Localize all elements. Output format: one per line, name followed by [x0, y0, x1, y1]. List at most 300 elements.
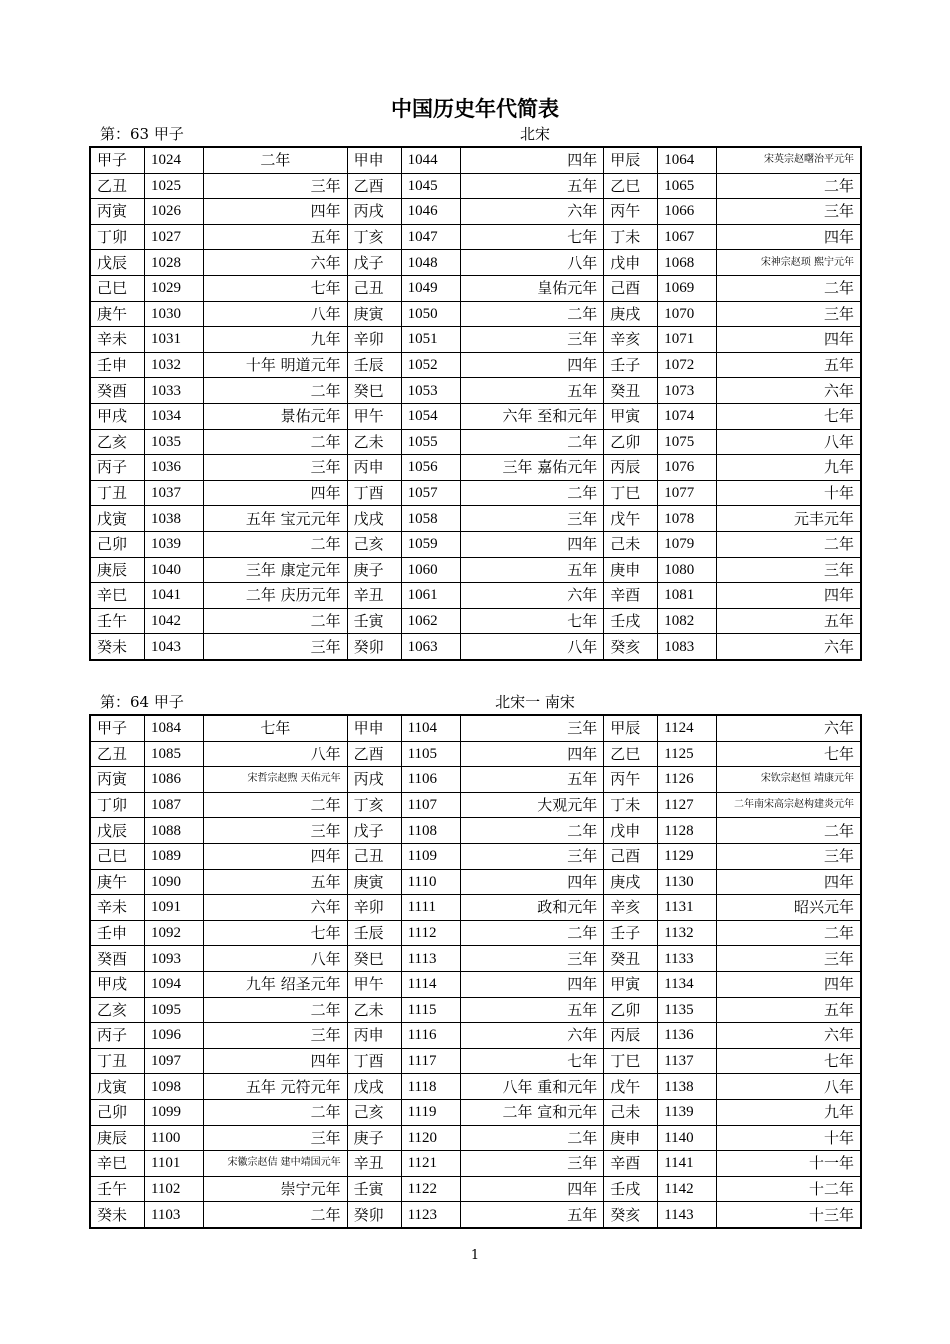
year-cell: 1138: [658, 1074, 717, 1100]
era-cell: 二年: [460, 1125, 604, 1151]
ganzhi-cell: 丁亥: [347, 224, 401, 250]
era-cell: 三年: [717, 199, 861, 225]
table-row: [90, 455, 861, 481]
era-cell: 三年: [204, 818, 348, 844]
year-cell: 1089: [144, 843, 203, 869]
ganzhi-cell: 庚寅: [347, 301, 401, 327]
year-cell: 1026: [144, 199, 203, 225]
year-cell: 1044: [401, 147, 460, 173]
ganzhi-cell: 癸巳: [347, 378, 401, 404]
year-cell: 1110: [401, 869, 460, 895]
year-cell: 1136: [658, 1023, 717, 1049]
year-cell: 1102: [144, 1176, 203, 1202]
ganzhi-cell: 癸未: [90, 634, 144, 660]
era-cell: 二年: [717, 173, 861, 199]
year-cell: 1088: [144, 818, 203, 844]
era-cell: 六年: [717, 378, 861, 404]
ganzhi-cell: 戊申: [604, 818, 658, 844]
year-cell: 1045: [401, 173, 460, 199]
era-cell: 五年: [460, 557, 604, 583]
era-cell: 三年 嘉佑元年: [460, 455, 604, 481]
ganzhi-cell: 辛巳: [90, 1151, 144, 1177]
ganzhi-cell: 癸丑: [604, 378, 658, 404]
ganzhi-cell: 壬子: [604, 352, 658, 378]
table-row: [90, 997, 861, 1023]
ganzhi-cell: 壬午: [90, 1176, 144, 1202]
ganzhi-cell: 甲寅: [604, 403, 658, 429]
ganzhi-cell: 己未: [604, 531, 658, 557]
era-cell: 十年 明道元年: [204, 352, 348, 378]
ganzhi-cell: 己酉: [604, 843, 658, 869]
ganzhi-cell: 庚子: [347, 1125, 401, 1151]
ganzhi-cell: 乙丑: [90, 173, 144, 199]
ganzhi-cell: 甲寅: [604, 971, 658, 997]
ganzhi-cell: 己亥: [347, 531, 401, 557]
year-cell: 1141: [658, 1151, 717, 1177]
year-cell: 1109: [401, 843, 460, 869]
era-cell: 五年: [717, 997, 861, 1023]
year-cell: 1122: [401, 1176, 460, 1202]
year-cell: 1105: [401, 741, 460, 767]
era-cell: 二年: [460, 920, 604, 946]
table-row: [90, 895, 861, 921]
year-cell: 1131: [658, 895, 717, 921]
era-cell: 九年: [204, 327, 348, 353]
era-cell: 四年: [717, 224, 861, 250]
era-cell: 宋徽宗赵佶 建中靖国元年: [204, 1151, 348, 1177]
ganzhi-cell: 丁丑: [90, 480, 144, 506]
year-cell: 1104: [401, 715, 460, 741]
table-row: [90, 741, 861, 767]
ganzhi-cell: 丁巳: [604, 1048, 658, 1074]
era-cell: 七年: [204, 715, 348, 741]
year-cell: 1090: [144, 869, 203, 895]
year-cell: 1050: [401, 301, 460, 327]
era-cell: 八年: [204, 741, 348, 767]
ganzhi-cell: 壬申: [90, 920, 144, 946]
ganzhi-cell: 己亥: [347, 1099, 401, 1125]
era-cell: 二年: [204, 429, 348, 455]
year-cell: 1062: [401, 608, 460, 634]
era-cell: 七年: [460, 1048, 604, 1074]
era-cell: 三年: [204, 1023, 348, 1049]
ganzhi-cell: 丙辰: [604, 455, 658, 481]
era-cell: 四年: [204, 199, 348, 225]
era-cell: 三年: [717, 557, 861, 583]
year-cell: 1142: [658, 1176, 717, 1202]
ganzhi-cell: 丙戌: [347, 199, 401, 225]
year-cell: 1074: [658, 403, 717, 429]
year-cell: 1129: [658, 843, 717, 869]
era-cell: 皇佑元年: [460, 275, 604, 301]
table-row: [90, 818, 861, 844]
ganzhi-cell: 甲子: [90, 715, 144, 741]
ganzhi-cell: 甲申: [347, 715, 401, 741]
ganzhi-cell: 壬午: [90, 608, 144, 634]
year-cell: 1081: [658, 583, 717, 609]
ganzhi-cell: 癸丑: [604, 946, 658, 972]
era-cell: 五年: [460, 378, 604, 404]
table-row: [90, 608, 861, 634]
era-cell: 二年: [204, 792, 348, 818]
ganzhi-cell: 庚寅: [347, 869, 401, 895]
year-cell: 1071: [658, 327, 717, 353]
era-cell: 二年: [204, 1099, 348, 1125]
era-cell: 四年: [460, 971, 604, 997]
table-row: [90, 301, 861, 327]
year-cell: 1048: [401, 250, 460, 276]
era-cell: 九年: [717, 455, 861, 481]
year-cell: 1078: [658, 506, 717, 532]
ganzhi-cell: 己巳: [90, 843, 144, 869]
year-cell: 1134: [658, 971, 717, 997]
year-cell: 1097: [144, 1048, 203, 1074]
era-cell: 政和元年: [460, 895, 604, 921]
year-cell: 1072: [658, 352, 717, 378]
year-cell: 1103: [144, 1202, 203, 1228]
year-cell: 1046: [401, 199, 460, 225]
ganzhi-cell: 戊午: [604, 1074, 658, 1100]
ganzhi-cell: 乙酉: [347, 741, 401, 767]
year-cell: 1116: [401, 1023, 460, 1049]
era-cell: 六年: [204, 250, 348, 276]
table-row: [90, 715, 861, 741]
era-cell: 三年: [460, 1151, 604, 1177]
ganzhi-cell: 庚子: [347, 557, 401, 583]
era-cell: 三年: [460, 946, 604, 972]
table-row: [90, 1023, 861, 1049]
era-cell: 四年: [717, 971, 861, 997]
table-row: [90, 1151, 861, 1177]
ganzhi-cell: 甲戌: [90, 971, 144, 997]
era-cell: 五年: [460, 1202, 604, 1228]
ganzhi-cell: 乙未: [347, 429, 401, 455]
ganzhi-cell: 乙巳: [604, 741, 658, 767]
year-cell: 1130: [658, 869, 717, 895]
year-cell: 1038: [144, 506, 203, 532]
year-cell: 1135: [658, 997, 717, 1023]
year-cell: 1077: [658, 480, 717, 506]
year-cell: 1066: [658, 199, 717, 225]
ganzhi-cell: 乙酉: [347, 173, 401, 199]
ganzhi-cell: 乙亥: [90, 429, 144, 455]
era-cell: 七年: [717, 741, 861, 767]
era-cell: 三年: [204, 634, 348, 660]
ganzhi-cell: 丙寅: [90, 199, 144, 225]
era-cell: 三年 康定元年: [204, 557, 348, 583]
table-row: [90, 843, 861, 869]
era-cell: 八年: [460, 250, 604, 276]
era-cell: 宋英宗赵曙治平元年: [717, 147, 861, 173]
era-cell: 宋钦宗赵恒 靖康元年: [717, 767, 861, 793]
era-cell: 八年: [460, 634, 604, 660]
table-row: [90, 792, 861, 818]
cycle-table-63: [89, 146, 862, 661]
year-cell: 1025: [144, 173, 203, 199]
era-cell: 二年南宋高宗赵构建炎元年: [717, 792, 861, 818]
ganzhi-cell: 庚戌: [604, 869, 658, 895]
era-cell: 十三年: [717, 1202, 861, 1228]
year-cell: 1059: [401, 531, 460, 557]
year-cell: 1095: [144, 997, 203, 1023]
year-cell: 1024: [144, 147, 203, 173]
era-cell: 五年: [460, 997, 604, 1023]
table-row: [90, 1202, 861, 1228]
ganzhi-cell: 庚午: [90, 869, 144, 895]
era-cell: 六年: [460, 1023, 604, 1049]
ganzhi-cell: 甲午: [347, 403, 401, 429]
era-cell: 三年: [717, 301, 861, 327]
year-cell: 1084: [144, 715, 203, 741]
ganzhi-cell: 癸卯: [347, 634, 401, 660]
year-cell: 1119: [401, 1099, 460, 1125]
year-cell: 1082: [658, 608, 717, 634]
year-cell: 1033: [144, 378, 203, 404]
ganzhi-cell: 己卯: [90, 1099, 144, 1125]
ganzhi-cell: 己卯: [90, 531, 144, 557]
table-row: [90, 1074, 861, 1100]
ganzhi-cell: 庚申: [604, 1125, 658, 1151]
table-row: [90, 920, 861, 946]
year-cell: 1030: [144, 301, 203, 327]
ganzhi-cell: 丁未: [604, 224, 658, 250]
ganzhi-cell: 戊午: [604, 506, 658, 532]
year-cell: 1076: [658, 455, 717, 481]
era-cell: 三年: [204, 173, 348, 199]
year-cell: 1031: [144, 327, 203, 353]
year-cell: 1111: [401, 895, 460, 921]
era-cell: 十一年: [717, 1151, 861, 1177]
year-cell: 1124: [658, 715, 717, 741]
ganzhi-cell: 辛卯: [347, 327, 401, 353]
year-cell: 1115: [401, 997, 460, 1023]
year-cell: 1037: [144, 480, 203, 506]
era-cell: 四年: [204, 1048, 348, 1074]
year-cell: 1063: [401, 634, 460, 660]
year-cell: 1085: [144, 741, 203, 767]
year-cell: 1133: [658, 946, 717, 972]
era-cell: 四年: [460, 1176, 604, 1202]
era-cell: 四年: [460, 531, 604, 557]
ganzhi-cell: 壬申: [90, 352, 144, 378]
year-cell: 1137: [658, 1048, 717, 1074]
table-row: [90, 767, 861, 793]
era-cell: 二年: [460, 480, 604, 506]
year-cell: 1121: [401, 1151, 460, 1177]
ganzhi-cell: 辛亥: [604, 327, 658, 353]
era-cell: 二年: [204, 378, 348, 404]
era-cell: 七年: [460, 224, 604, 250]
era-cell: 三年: [460, 327, 604, 353]
ganzhi-cell: 庚午: [90, 301, 144, 327]
era-cell: 四年: [460, 147, 604, 173]
year-cell: 1079: [658, 531, 717, 557]
era-cell: 宋哲宗赵煦 天佑元年: [204, 767, 348, 793]
year-cell: 1139: [658, 1099, 717, 1125]
ganzhi-cell: 癸酉: [90, 378, 144, 404]
era-cell: 五年 元符元年: [204, 1074, 348, 1100]
table-row: [90, 173, 861, 199]
ganzhi-cell: 癸亥: [604, 1202, 658, 1228]
era-cell: 三年: [204, 455, 348, 481]
era-cell: 十年: [717, 480, 861, 506]
ganzhi-cell: 乙巳: [604, 173, 658, 199]
year-cell: 1052: [401, 352, 460, 378]
year-cell: 1028: [144, 250, 203, 276]
ganzhi-cell: 癸巳: [347, 946, 401, 972]
year-cell: 1091: [144, 895, 203, 921]
era-cell: 四年: [717, 869, 861, 895]
table-row: [90, 275, 861, 301]
era-cell: 七年: [204, 920, 348, 946]
ganzhi-cell: 己酉: [604, 275, 658, 301]
dynasty-label: 北宋一 南宋: [495, 693, 575, 711]
year-cell: 1036: [144, 455, 203, 481]
year-cell: 1042: [144, 608, 203, 634]
ganzhi-cell: 壬辰: [347, 352, 401, 378]
year-cell: 1043: [144, 634, 203, 660]
year-cell: 1035: [144, 429, 203, 455]
ganzhi-cell: 丙子: [90, 1023, 144, 1049]
year-cell: 1060: [401, 557, 460, 583]
era-cell: 八年: [204, 301, 348, 327]
year-cell: 1086: [144, 767, 203, 793]
ganzhi-cell: 丙午: [604, 767, 658, 793]
year-cell: 1108: [401, 818, 460, 844]
ganzhi-cell: 壬子: [604, 920, 658, 946]
year-cell: 1106: [401, 767, 460, 793]
cycle-label: 第：63 甲子: [100, 125, 184, 143]
ganzhi-cell: 甲午: [347, 971, 401, 997]
ganzhi-cell: 丁巳: [604, 480, 658, 506]
era-cell: 二年: [460, 818, 604, 844]
era-cell: 二年: [204, 147, 348, 173]
era-cell: 景佑元年: [204, 403, 348, 429]
table-row: [90, 1099, 861, 1125]
year-cell: 1132: [658, 920, 717, 946]
ganzhi-cell: 癸未: [90, 1202, 144, 1228]
table-row: [90, 506, 861, 532]
year-cell: 1040: [144, 557, 203, 583]
era-cell: 二年: [717, 920, 861, 946]
table-row: [90, 634, 861, 660]
ganzhi-cell: 戊寅: [90, 1074, 144, 1100]
year-cell: 1073: [658, 378, 717, 404]
year-cell: 1099: [144, 1099, 203, 1125]
year-cell: 1032: [144, 352, 203, 378]
ganzhi-cell: 丙午: [604, 199, 658, 225]
year-cell: 1127: [658, 792, 717, 818]
year-cell: 1107: [401, 792, 460, 818]
era-cell: 三年: [717, 946, 861, 972]
table-row: [90, 1125, 861, 1151]
ganzhi-cell: 戊子: [347, 250, 401, 276]
era-cell: 三年: [460, 843, 604, 869]
ganzhi-cell: 庚辰: [90, 1125, 144, 1151]
year-cell: 1118: [401, 1074, 460, 1100]
year-cell: 1075: [658, 429, 717, 455]
year-cell: 1068: [658, 250, 717, 276]
era-cell: 四年: [460, 741, 604, 767]
ganzhi-cell: 辛未: [90, 327, 144, 353]
ganzhi-cell: 丁卯: [90, 792, 144, 818]
ganzhi-cell: 丙戌: [347, 767, 401, 793]
era-cell: 四年: [717, 583, 861, 609]
table-row: [90, 429, 861, 455]
ganzhi-cell: 戊辰: [90, 250, 144, 276]
table-row: [90, 946, 861, 972]
ganzhi-cell: 戊戌: [347, 506, 401, 532]
year-cell: 1070: [658, 301, 717, 327]
era-cell: 七年: [717, 403, 861, 429]
era-cell: 元丰元年: [717, 506, 861, 532]
era-cell: 五年: [717, 352, 861, 378]
table-row: [90, 869, 861, 895]
era-cell: 六年: [460, 583, 604, 609]
year-cell: 1114: [401, 971, 460, 997]
era-cell: 二年: [204, 1202, 348, 1228]
year-cell: 1101: [144, 1151, 203, 1177]
ganzhi-cell: 庚申: [604, 557, 658, 583]
year-cell: 1094: [144, 971, 203, 997]
era-cell: 崇宁元年: [204, 1176, 348, 1202]
era-cell: 四年: [460, 869, 604, 895]
year-cell: 1123: [401, 1202, 460, 1228]
ganzhi-cell: 甲子: [90, 147, 144, 173]
era-cell: 二年 庆历元年: [204, 583, 348, 609]
year-cell: 1058: [401, 506, 460, 532]
table-row: [90, 971, 861, 997]
year-cell: 1034: [144, 403, 203, 429]
era-cell: 十二年: [717, 1176, 861, 1202]
year-cell: 1083: [658, 634, 717, 660]
table-row: [90, 352, 861, 378]
ganzhi-cell: 甲戌: [90, 403, 144, 429]
era-cell: 六年: [204, 895, 348, 921]
ganzhi-cell: 癸卯: [347, 1202, 401, 1228]
era-cell: 五年: [204, 869, 348, 895]
ganzhi-cell: 甲辰: [604, 715, 658, 741]
era-cell: 八年: [717, 1074, 861, 1100]
page-title: 中国历史年代简表: [391, 97, 559, 121]
year-cell: 1113: [401, 946, 460, 972]
era-cell: 七年: [204, 275, 348, 301]
era-cell: 四年: [204, 480, 348, 506]
year-cell: 1057: [401, 480, 460, 506]
ganzhi-cell: 辛巳: [90, 583, 144, 609]
ganzhi-cell: 丁丑: [90, 1048, 144, 1074]
ganzhi-cell: 辛丑: [347, 1151, 401, 1177]
ganzhi-cell: 丁酉: [347, 480, 401, 506]
cycle-table-64: [89, 714, 862, 1229]
ganzhi-cell: 辛未: [90, 895, 144, 921]
era-cell: 四年: [204, 843, 348, 869]
ganzhi-cell: 庚辰: [90, 557, 144, 583]
year-cell: 1041: [144, 583, 203, 609]
table-row: [90, 557, 861, 583]
year-cell: 1056: [401, 455, 460, 481]
table-row: [90, 224, 861, 250]
ganzhi-cell: 丁卯: [90, 224, 144, 250]
era-cell: 二年: [204, 531, 348, 557]
era-cell: 三年: [204, 1125, 348, 1151]
year-cell: 1080: [658, 557, 717, 583]
era-cell: 二年: [204, 997, 348, 1023]
ganzhi-cell: 庚戌: [604, 301, 658, 327]
year-cell: 1125: [658, 741, 717, 767]
era-cell: 二年 宣和元年: [460, 1099, 604, 1125]
era-cell: 六年: [717, 1023, 861, 1049]
